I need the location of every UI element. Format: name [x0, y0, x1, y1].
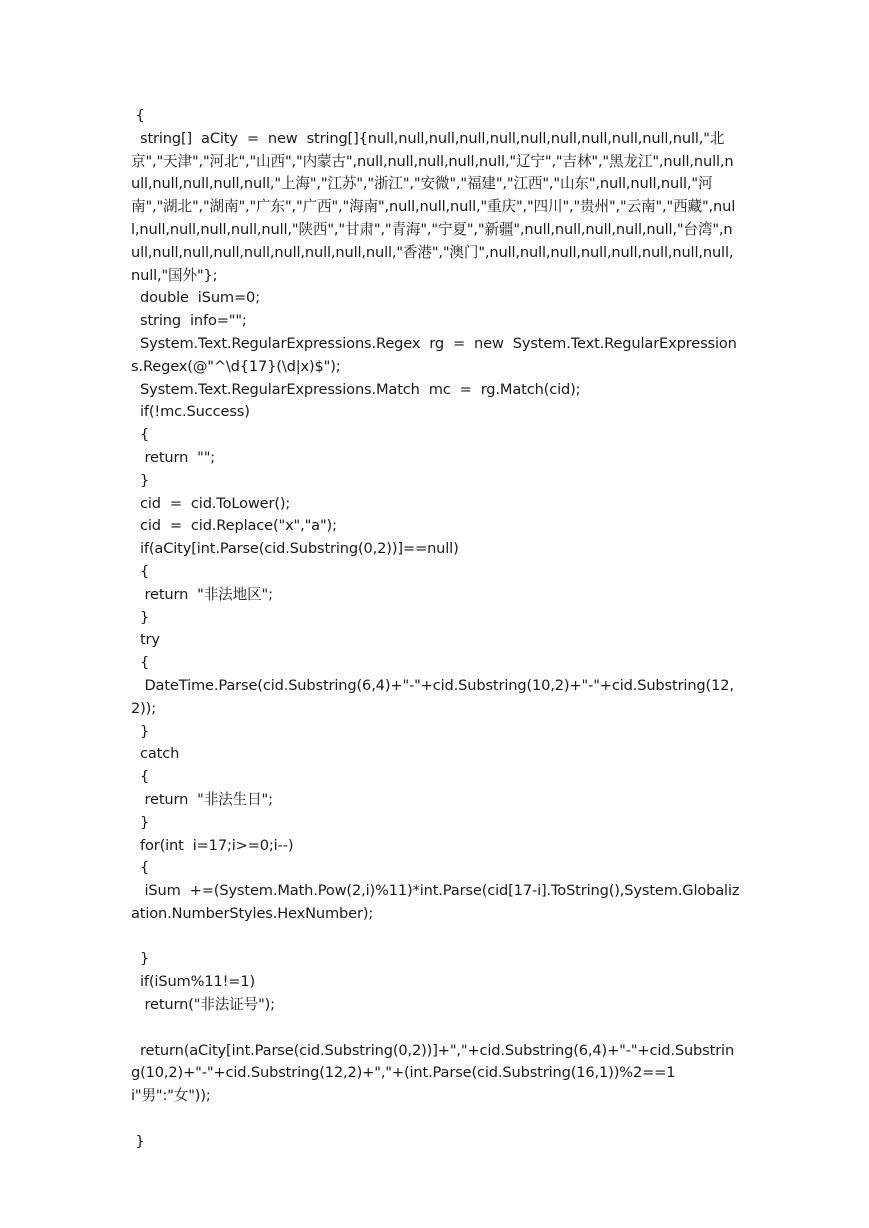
code-line: return("非法证号"); [131, 996, 275, 1014]
code-line: return "非法生日"; [131, 790, 273, 808]
code-line [131, 1017, 741, 1040]
code-line: catch [131, 745, 180, 763]
code-line: } [131, 813, 150, 831]
code-line: } [131, 722, 150, 740]
code-line: { [131, 654, 150, 672]
code-line: } [131, 471, 150, 489]
code-line: } [131, 950, 150, 968]
code-line: cid = cid.ToLower(); [131, 494, 291, 512]
code-line: string info=""; [131, 312, 247, 330]
code-line: { [131, 859, 150, 877]
code-document [131, 105, 741, 1154]
code-line [131, 1108, 741, 1131]
code-line: if(iSum%11!=1) [131, 973, 256, 991]
code-line: for(int i=17;i>=0;i--) [131, 836, 294, 854]
code-line: return ""; [131, 448, 216, 466]
code-line: double iSum=0; [131, 289, 260, 307]
code-line: } [131, 1132, 145, 1150]
code-line: if(!mc.Success) [131, 403, 250, 421]
code-line: { [131, 768, 150, 786]
code-line: if(aCity[int.Parse(cid.Substring(0,2))]==null) [131, 540, 459, 558]
code-line: cid = cid.Replace("x","a"); [131, 517, 337, 535]
code-line: DateTime.Parse(cid.Substring(6,4)+"-"+cid.Substring(10,2)+"-"+cid.Substring(12,2)); [131, 676, 734, 717]
code-line: System.Text.RegularExpressions.Regex rg = new System.Text.RegularExpressions.Regex(@"^\d{17}(\d|x)$"); [131, 334, 737, 375]
code-line: { [131, 426, 150, 444]
code-line: System.Text.RegularExpressions.Match mc = rg.Match(cid); [131, 380, 581, 398]
code-line: iSum +=(System.Math.Pow(2,i)%11)*int.Parse(cid[17-i].ToString(),System.Globalization.NumberStyles.HexNumber); [131, 882, 740, 922]
code-line: } [131, 608, 150, 626]
code-line [131, 926, 741, 949]
code-line: string[] aCity = new string[]{null,null,null,null,null,null,null,null,null,null,null,"北京","天津","河北","山西","内蒙古",null,null,null,null,null,"辽宁","吉林","黑龙江",null,null,null,null,null,null,null,"上海","江苏","浙江","安微","福建","江西","山东",null,null,null,"河南","湖北","湖南","广东","广西","海南",null,null,null,"重庆","四川","贵州","云南","西藏",null,null,null,null,null,null,"陕西","甘肃","青海","宁夏","新疆",null,null,null,null,null,"台湾",null,null,null,null,null,null,null,null,null,"香港","澳门",null,null,null,null,null,null,null,null,null,"国外"}; [131, 129, 736, 284]
code-line: return(aCity[int.Parse(cid.Substring(0,2))]+","+cid.Substring(6,4)+"-"+cid.Substring(10,2)+"-"+cid.Substring(12,2)+","+(int.Parse(cid.Substring(16,1))%2==1i"男":"女")); [131, 1041, 735, 1105]
code-line: try [131, 631, 160, 649]
code-line: { [131, 562, 150, 580]
code-line: { [131, 107, 145, 124]
code-line: return "非法地区"; [131, 585, 273, 603]
